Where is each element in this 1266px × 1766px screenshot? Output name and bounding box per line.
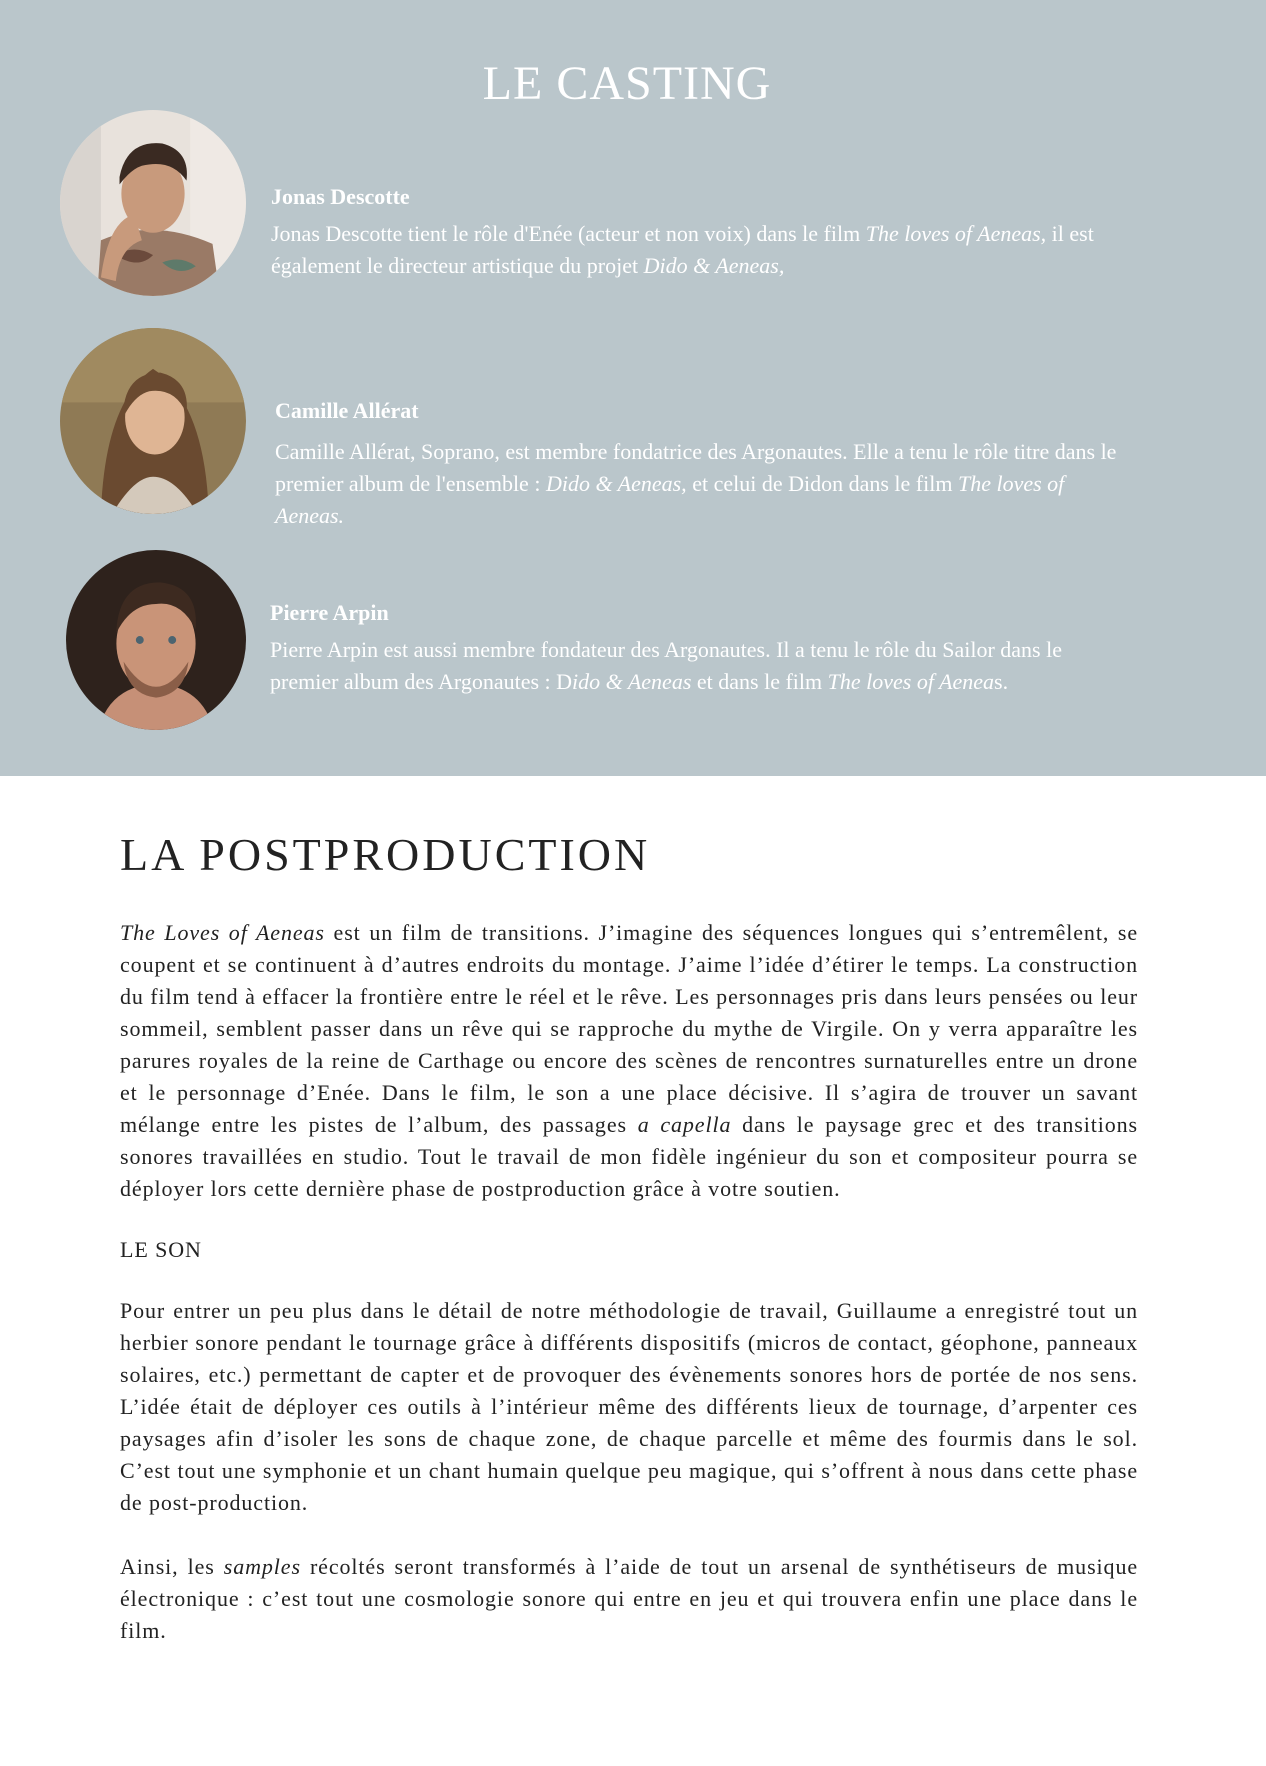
- italic-text: The loves of Aenea: [827, 669, 995, 694]
- son-paragraph-2: [120, 1551, 1138, 1647]
- text-run: Camille Allérat, Soprano, est membre fondatrice des Argonautes. Elle a tenu le rôle titre dans le premier album de l'ensemble :: [275, 439, 1117, 496]
- cast-member-jonas-descotte: [271, 184, 1101, 282]
- avatar-pierre-arpin: [66, 550, 246, 730]
- postproduction-paragraph: [120, 917, 1138, 1205]
- text-run: et dans le film: [691, 669, 828, 694]
- avatar-camille-allerat: [60, 328, 246, 514]
- postproduction-title: LA POSTPRODUCTION: [120, 829, 651, 880]
- cast-member-camille-allerat: [275, 398, 1135, 532]
- cast-name: Camille Allérat: [275, 398, 419, 423]
- text-run: est un film de transitions. J’imagine des séquences longues qui s’entremêlent, se coupent et se continuent à d’autres endroits du montage. J’aime l’idée d’étirer le temps. La construction du film tend à effacer la frontière entre le réel et le rêve. Les personnages pris dans leurs pensées ou leur sommeil, semblent passer dans un rêve qui se rapproche du mythe de Virgile. On y verra apparaître les parures royales de la reine de Carthage ou encore des scènes de rencontres surnaturelles entre un drone et le personnage d’Enée. Dans le film, le son a une place décisive. Il s’agira de trouver un savant mélange entre les pistes de l’album, des passages: [120, 920, 1138, 1137]
- italic-text: The Loves of Aeneas: [120, 920, 325, 945]
- italic-text: Dido & Aeneas,: [643, 253, 785, 278]
- italic-text: samples: [223, 1554, 301, 1579]
- postproduction-section: [120, 828, 1138, 1647]
- portrait-photo-icon: [60, 328, 246, 514]
- text-run: et celui de Didon dans le film: [686, 471, 958, 496]
- cast-name: Pierre Arpin: [270, 600, 389, 625]
- portrait-photo-icon: [66, 550, 246, 730]
- text-run: Ainsi, les: [120, 1554, 224, 1579]
- son-paragraph-1: [120, 1295, 1138, 1519]
- text-run: Jonas Descotte tient le rôle d'Enée (acteur et non voix) dans le film: [271, 221, 866, 246]
- cast-name: Jonas Descotte: [271, 184, 410, 209]
- text-run: Pierre Arpin est aussi membre fondateur des Argonautes. Il a tenu le rôle du Sailor dans le premier album des Argonautes : D: [270, 637, 1062, 694]
- text-run: Pour entrer un peu plus dans le détail de notre méthodologie de travail, Guillaume a enregistré tout un herbier sonore pendant le tournage grâce à différents dispositifs (micros de contact, géophone, panneaux solaires, etc.) permettant de capter et de provoquer des évènements sonores hors de portée de nos sens. L’idée était de déployer ces outils à l’intérieur même des différents lieux de tournage, d’arpenter ces paysages afin d’isoler les sons de chaque zone, de chaque parcelle et même des fourmis dans le sol. C’est tout une symphonie et un chant humain quelque peu magique, qui s’offrent à nous dans cette phase de post-production.: [120, 1298, 1138, 1515]
- italic-text: Dido & Aeneas,: [545, 471, 687, 496]
- text-run: dans le paysage grec et des transitions sonores travaillées en studio. Tout le travail de mon fidèle ingénieur du son et compositeur pourra se déployer lors cette dernière phase de postproduction grâce à votre soutien.: [120, 1112, 1138, 1201]
- text-run: il est également le directeur artistique du projet: [271, 221, 1094, 278]
- casting-section: [0, 0, 1266, 776]
- cast-description: [275, 436, 1135, 532]
- cast-description: [271, 218, 1101, 282]
- italic-text: The loves of Aeneas,: [865, 221, 1047, 246]
- text-run: s.: [994, 669, 1009, 694]
- cast-member-pierre-arpin: [270, 600, 1130, 698]
- italic-text: ido & Aeneas: [572, 669, 692, 694]
- italic-text: a capella: [637, 1112, 732, 1137]
- cast-description: [270, 634, 1130, 698]
- text-run: récoltés seront transformés à l’aide de tout un arsenal de synthétiseurs de musique électronique : c’est tout une cosmologie sonore qui entre en jeu et qui trouvera enfin une place dans le film.: [120, 1554, 1139, 1643]
- casting-title: LE CASTING: [482, 57, 772, 110]
- avatar-jonas-descotte: [60, 110, 246, 296]
- portrait-photo-icon: [60, 110, 246, 296]
- italic-text: The loves of Aeneas.: [275, 471, 1065, 528]
- son-subtitle: LE SON: [120, 1237, 202, 1262]
